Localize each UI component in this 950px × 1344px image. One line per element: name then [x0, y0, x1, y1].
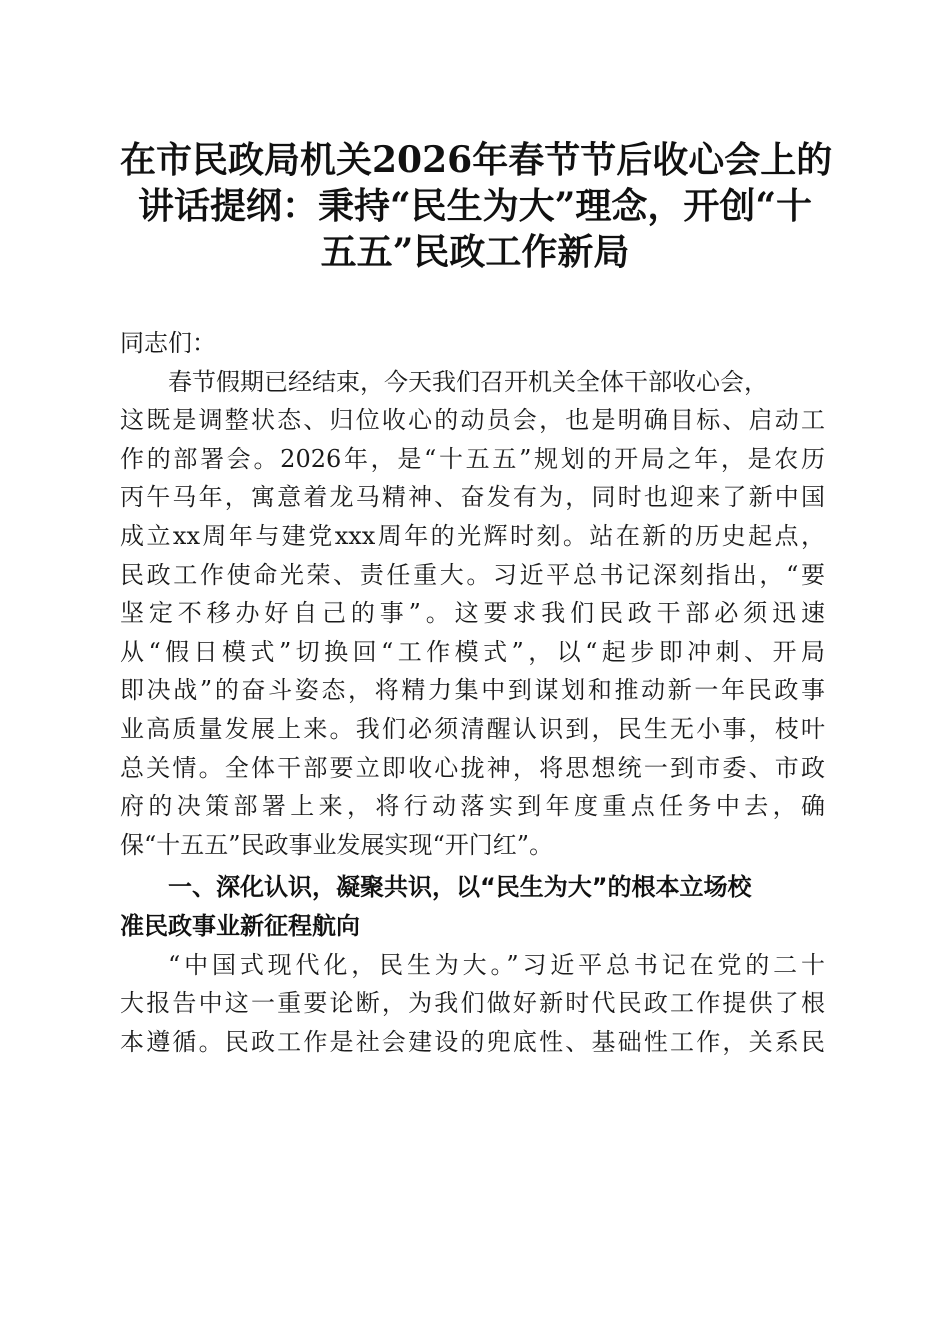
paragraph-line: 作的部署会。2026年，是“十五五”规划的开局之年，是农历	[120, 444, 825, 473]
paragraph-line: 从“假日模式”切换回“工作模式”，以“起步即冲刺、开局	[120, 637, 825, 666]
heading-line: 准民政事业新征程航向	[120, 911, 360, 940]
document-title	[120, 137, 833, 275]
title-line: 五五”民政工作新局	[320, 231, 630, 273]
paragraph-line: 即决战”的奋斗姿态，将精力集中到谋划和推动新一年民政事	[120, 676, 825, 705]
paragraph-line: 本遵循。民政工作是社会建设的兜底性、基础性工作，关系民	[120, 1027, 825, 1056]
title-line: 讲话提纲：秉持“民生为大”理念，开创“十	[137, 185, 813, 227]
heading-line: 一、深化认识，凝聚共识，以“民生为大”的根本立场校	[168, 873, 752, 902]
salutation: 同志们：	[120, 329, 216, 357]
section-heading-1	[120, 868, 825, 945]
paragraph-line: 总关情。全体干部要立即收心拢神，将思想统一到市委、市政	[120, 753, 825, 782]
paragraph-line: 成立xx周年与建党xxx周年的光辉时刻。站在新的历史起点，	[120, 521, 825, 550]
paragraph-line: 坚定不移办好自己的事”。这要求我们民政干部必须迅速	[120, 599, 825, 628]
paragraph-line: 这既是调整状态、归位收心的动员会，也是明确目标、启动工	[120, 406, 825, 435]
paragraph-intro	[120, 363, 825, 865]
title-line: 在市民政局机关2026年春节节后收心会上的	[120, 139, 833, 181]
paragraph-line: 保“十五五”民政事业发展实现“开门红”。	[120, 830, 554, 859]
paragraph-section-1	[120, 946, 825, 1062]
paragraph-line: 大报告中这一重要论断，为我们做好新时代民政工作提供了根	[120, 989, 825, 1018]
paragraph-line: 丙午马年，寓意着龙马精神、奋发有为，同时也迎来了新中国	[120, 483, 825, 512]
paragraph-line: “中国式现代化，民生为大。”习近平总书记在党的二十	[168, 950, 825, 979]
paragraph-line: 春节假期已经结束，今天我们召开机关全体干部收心会，	[168, 367, 768, 396]
paragraph-line: 府的决策部署上来，将行动落实到年度重点任务中去，确	[120, 792, 825, 821]
document-body	[120, 324, 825, 1061]
paragraph-line: 民政工作使命光荣、责任重大。习近平总书记深刻指出，“要	[120, 560, 825, 589]
paragraph-line: 业高质量发展上来。我们必须清醒认识到，民生无小事，枝叶	[120, 714, 825, 743]
